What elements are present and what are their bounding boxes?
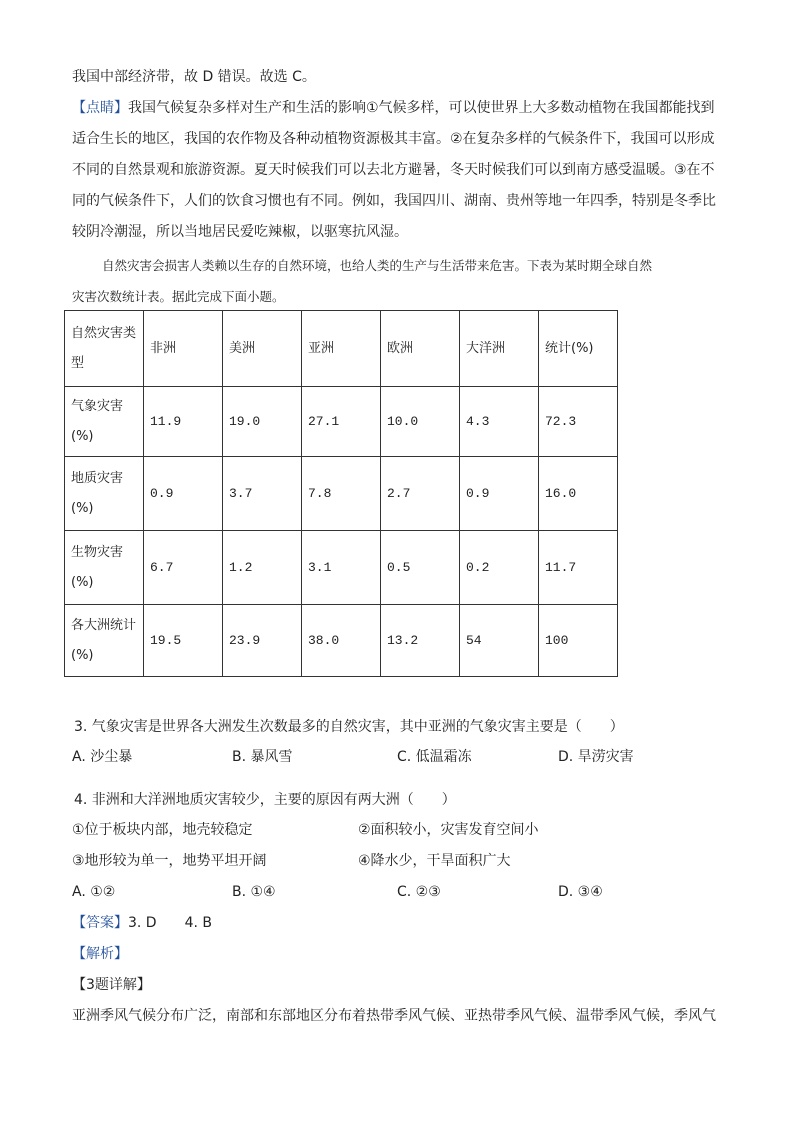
- table-cell: 0.5: [381, 531, 460, 605]
- option-d[interactable]: D. ③④: [558, 884, 603, 900]
- text-line: 适合生长的地区，我国的农作物及各种动植物资源极其丰富。②在复杂多样的气候条件下，我国可以形成: [72, 131, 715, 147]
- question-4-statements: [72, 851, 732, 871]
- table-cell: 欧洲: [381, 311, 460, 387]
- answer-label: 【答案】: [72, 915, 128, 931]
- table-cell: 16.0: [539, 457, 618, 531]
- option-a[interactable]: A. 沙尘暴: [72, 749, 133, 765]
- option-b[interactable]: B. 暴风雪: [232, 749, 293, 765]
- table-cell: 美洲: [223, 311, 302, 387]
- table-cell: 大洋洲: [460, 311, 539, 387]
- table-cell: 0.9: [460, 457, 539, 531]
- question-4-statements: [72, 820, 732, 840]
- table-row: [65, 387, 618, 457]
- table-cell: 11.7: [539, 531, 618, 605]
- table-cell: 19.5: [144, 605, 223, 677]
- table-cell: 3.7: [223, 457, 302, 531]
- analysis-label: 【解析】: [72, 946, 128, 962]
- text-line: 较阴冷潮湿，所以当地居民爱吃辣椒，以驱寒抗风湿。: [72, 224, 408, 240]
- table-cell: 10.0: [381, 387, 460, 457]
- dianjing-label: 【点睛】: [72, 100, 128, 116]
- table-cell: 统计(%): [539, 311, 618, 387]
- answer-line: [72, 913, 212, 933]
- table-cell: 7.8: [302, 457, 381, 531]
- text-line: 我国气候复杂多样对生产和生活的影响①气候多样，可以使世界上大多数动植物在我国都能找到: [128, 100, 715, 116]
- text-line: 我国中部经济带，故 D 错误。故选 C。: [72, 69, 316, 85]
- option-a[interactable]: A. ①②: [72, 884, 116, 900]
- intro-line: 自然灾害会损害人类赖以生存的自然环境，也给人类的生产与生活带来危害。下表为某时期全球自然: [102, 258, 653, 273]
- table-cell: 54: [460, 605, 539, 677]
- table-cell: 11.9: [144, 387, 223, 457]
- table-cell: 100: [539, 605, 618, 677]
- table-cell: 6.7: [144, 531, 223, 605]
- table-cell: 0.2: [460, 531, 539, 605]
- dianjing-paragraph: [72, 98, 715, 118]
- text-line: 亚洲季风气候分布广泛，南部和东部地区分布着热带季风气候、亚热带季风气候、温带季风气候，季风气: [72, 1008, 716, 1024]
- table-row: [65, 605, 618, 677]
- table-header-row: [65, 311, 618, 387]
- statement-3: ③地形较为单一，地势平坦开阔: [72, 853, 267, 869]
- table-row: [65, 531, 618, 605]
- question-3-options: [72, 747, 732, 767]
- option-c[interactable]: C. 低温霜冻: [397, 749, 472, 765]
- question-3-stem: 3. 气象灾害是世界各大洲发生次数最多的自然灾害，其中亚洲的气象灾害主要是（ ）: [74, 719, 624, 735]
- question-4-options: [72, 882, 732, 902]
- table-cell: 各大洲统计(%): [65, 605, 144, 677]
- statement-1: ①位于板块内部，地壳较稳定: [72, 822, 253, 838]
- table-cell: 2.7: [381, 457, 460, 531]
- table-cell: 自然灾害类型: [65, 311, 144, 387]
- table-cell: 4.3: [460, 387, 539, 457]
- option-d[interactable]: D. 旱涝灾害: [558, 749, 634, 765]
- table-cell: 非洲: [144, 311, 223, 387]
- answer-text: 3. D 4. B: [128, 915, 212, 931]
- intro-line: 灾害次数统计表。据此完成下面小题。: [72, 289, 285, 304]
- statement-2: ②面积较小，灾害发育空间小: [358, 822, 539, 838]
- table-cell: 3.1: [302, 531, 381, 605]
- statement-4: ④降水少，干旱面积广大: [358, 853, 511, 869]
- table-cell: 生物灾害(%): [65, 531, 144, 605]
- table-cell: 13.2: [381, 605, 460, 677]
- table-cell: 23.9: [223, 605, 302, 677]
- table-cell: 1.2: [223, 531, 302, 605]
- option-c[interactable]: C. ②③: [397, 884, 441, 900]
- table-cell: 72.3: [539, 387, 618, 457]
- disaster-table: [64, 310, 618, 677]
- table-cell: 亚洲: [302, 311, 381, 387]
- table-cell: 38.0: [302, 605, 381, 677]
- table-cell: 0.9: [144, 457, 223, 531]
- text-line: 同的气候条件下，人们的饮食习惯也有不同。例如，我国四川、湖南、贵州等地一年四季，特别是冬季比: [72, 193, 716, 209]
- table-cell: 地质灾害(%): [65, 457, 144, 531]
- table-cell: 19.0: [223, 387, 302, 457]
- table-cell: 27.1: [302, 387, 381, 457]
- table-cell: 气象灾害(%): [65, 387, 144, 457]
- text-line: 不同的自然景观和旅游资源。夏天时候我们可以去北方避暑，冬天时候我们可以到南方感受温暖。③在不: [72, 162, 715, 178]
- table-row: [65, 457, 618, 531]
- q3-detail-label: 【3题详解】: [72, 977, 151, 993]
- option-b[interactable]: B. ①④: [232, 884, 276, 900]
- question-4-stem: 4. 非洲和大洋洲地质灾害较少，主要的原因有两大洲（ ）: [74, 792, 456, 808]
